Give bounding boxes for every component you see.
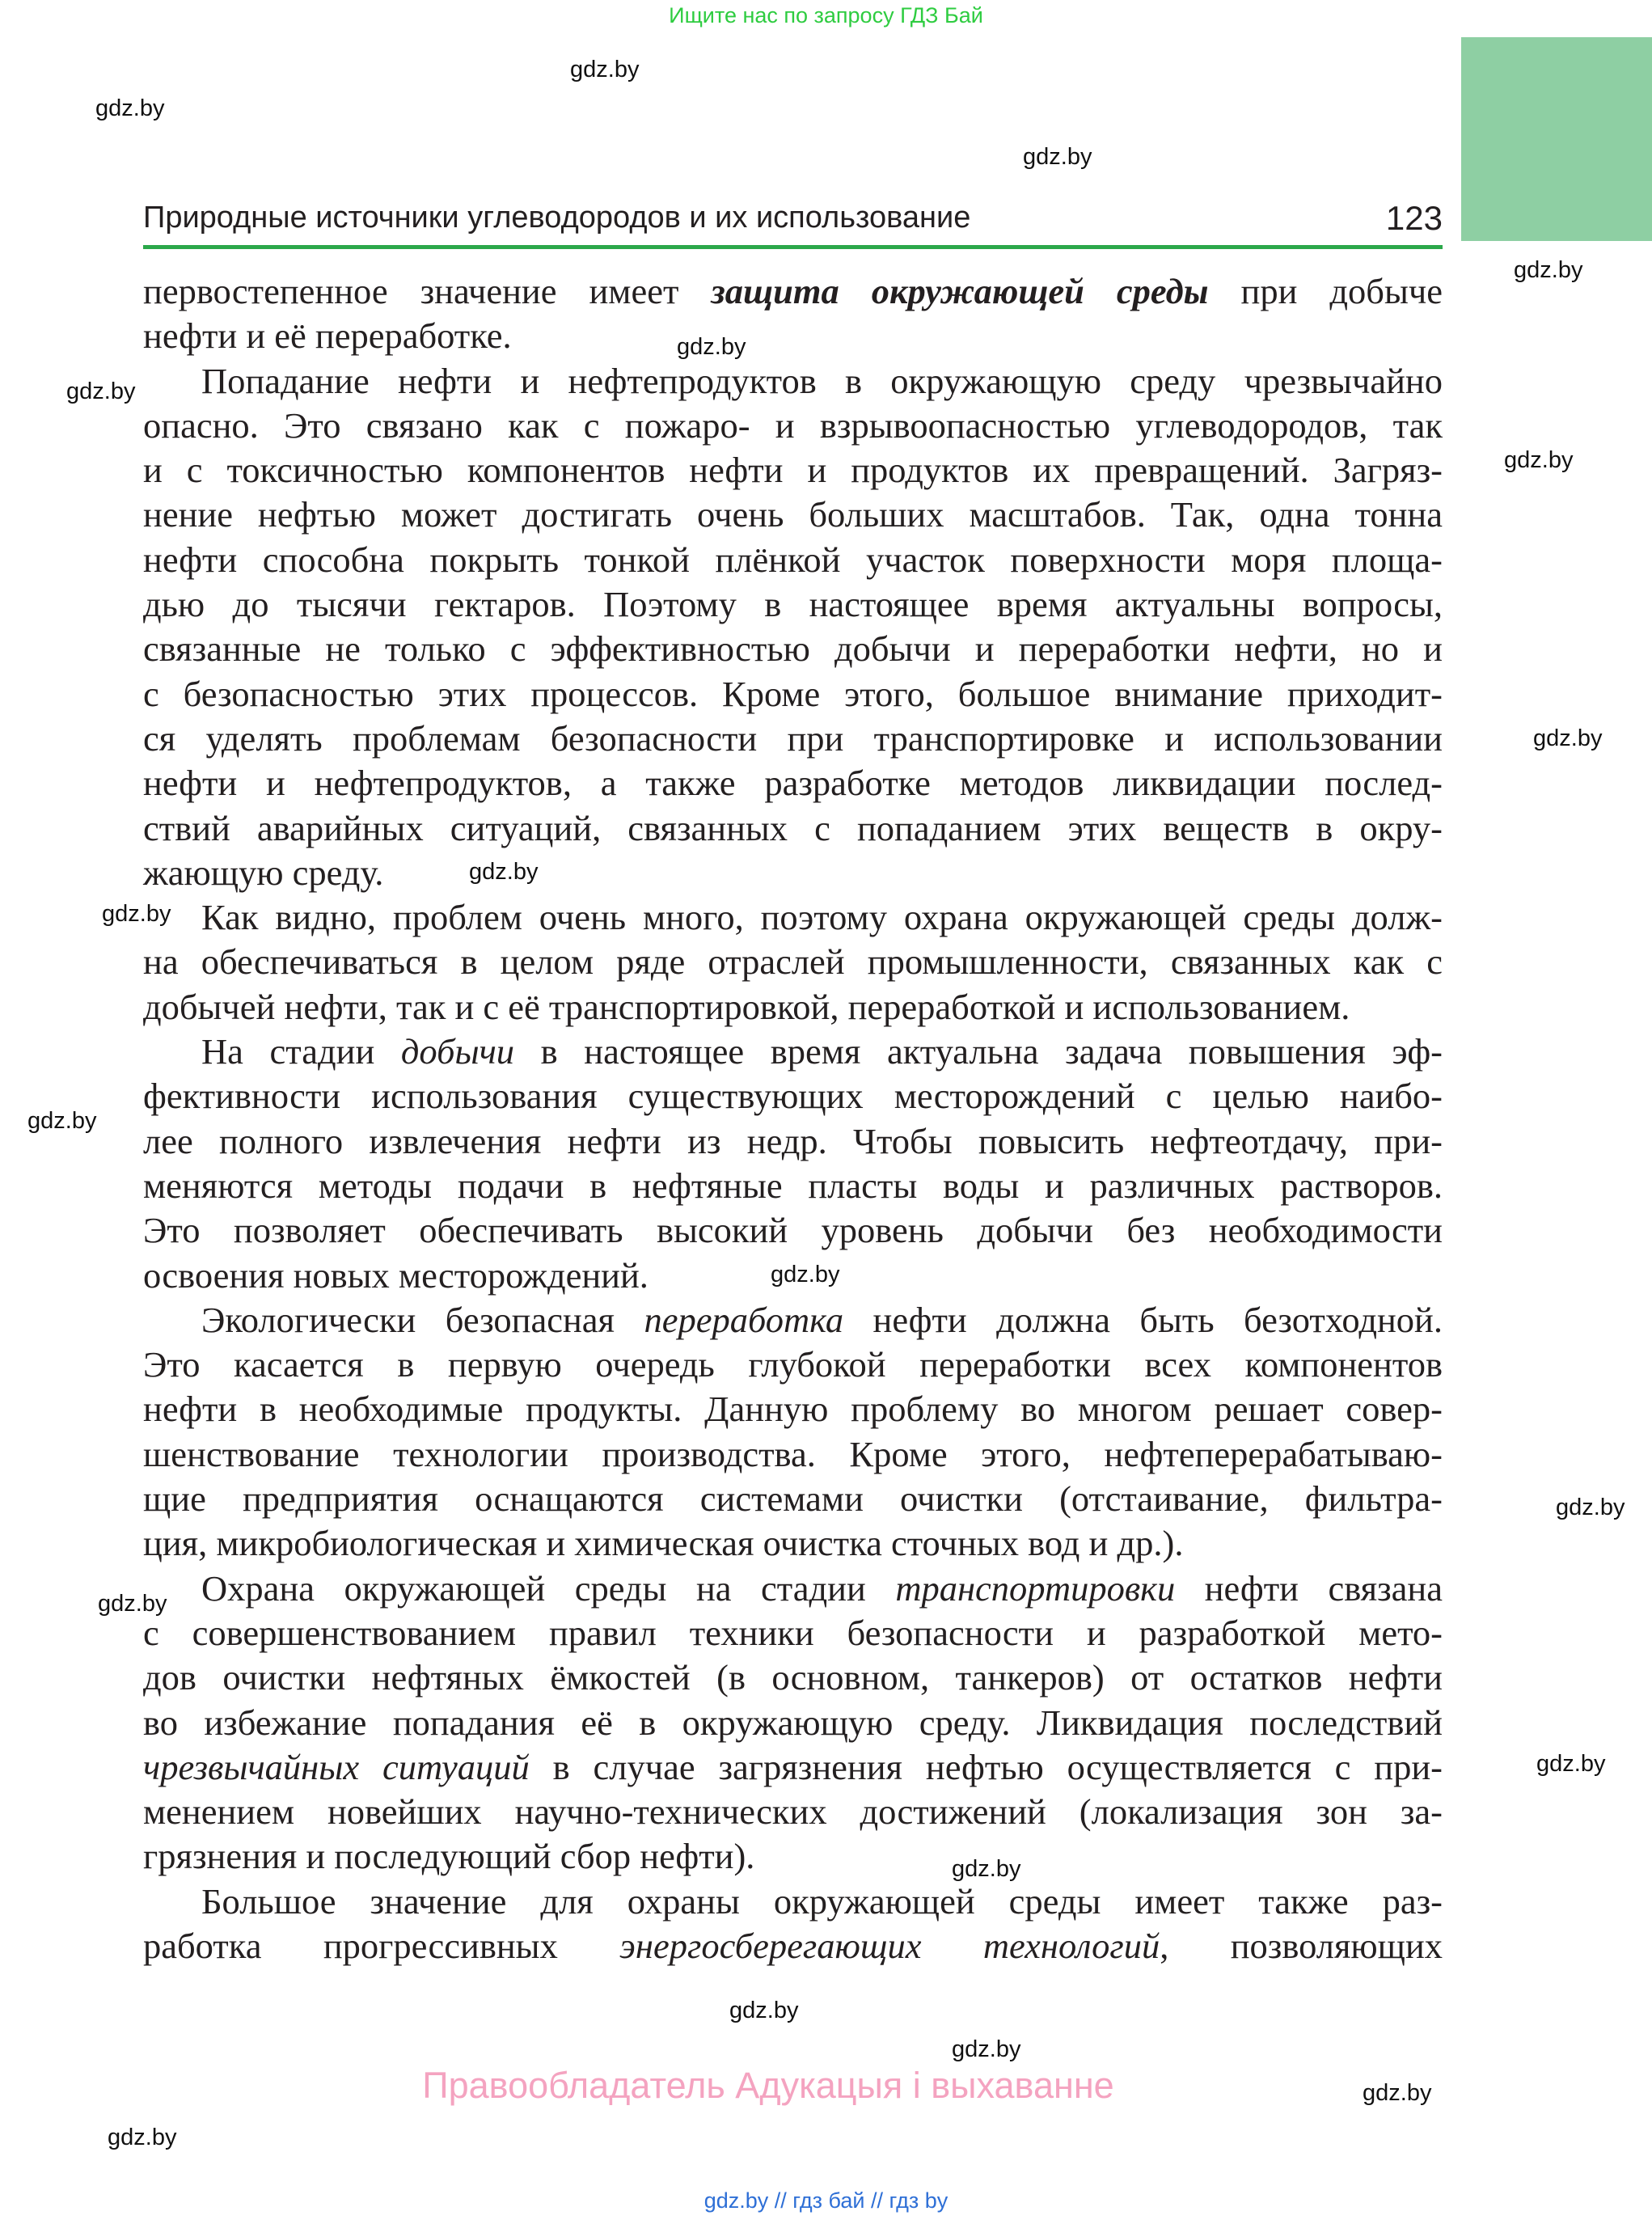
text-run: Это позволяет обеспечивать высокий уровень добычи без необходимости (143, 1210, 1443, 1251)
text-line (143, 1208, 1443, 1253)
text-run: Это касается в первую очередь глубокой переработки всех компонентов (143, 1344, 1443, 1385)
text-run: опасно. Это связано как с пожаро- и взрывоопасностью углеводородов, так (143, 404, 1443, 446)
text-line (143, 1342, 1443, 1387)
watermark-text: gdz.by (108, 2125, 177, 2150)
text-line (143, 806, 1443, 851)
text-line (143, 627, 1443, 671)
emphasis-run: транспортировки (895, 1567, 1176, 1609)
text-run: лее полного извлечения нефти из недр. Чтобы повысить нефтеотдачу, при- (143, 1120, 1443, 1161)
text-run: Большое значение для охраны окружающей среды имеет также раз- (201, 1880, 1443, 1922)
text-run: менением новейших научно-технических достижений (локализация зон за- (143, 1791, 1443, 1833)
watermark-text: gdz.by (1556, 1495, 1625, 1520)
text-run: нение нефтью может достигать очень больших масштабов. Так, одна тонна (143, 494, 1443, 535)
watermark-text: gdz.by (1023, 144, 1092, 170)
emphasis-run: энергосберегающих технологий (619, 1925, 1160, 1966)
watermark-text: gdz.by (102, 901, 171, 927)
text-run: меняются методы подачи в нефтяные пласты воды и различных растворов. (143, 1165, 1443, 1206)
page-number: 123 (1385, 199, 1443, 237)
watermark-text: gdz.by (1533, 725, 1603, 751)
text-line (143, 1164, 1443, 1208)
text-run: ся уделять проблемам безопасности при транспортировке и использовании (143, 717, 1443, 759)
top-banner: Ищите нас по запросу ГДЗ Бай (669, 3, 983, 27)
footer-links[interactable]: gdz.by // гдз бай // гдз by (703, 2188, 949, 2213)
text-line (143, 895, 1443, 940)
text-line (143, 717, 1443, 761)
text-run: жающую среду. (143, 852, 384, 893)
text-line (143, 1790, 1443, 1834)
text-line (143, 940, 1443, 984)
watermark-text: gdz.by (95, 95, 165, 121)
text-run: шенствование технологии производства. Кроме этого, нефтеперерабатываю- (143, 1433, 1443, 1474)
text-line (143, 269, 1443, 314)
text-line (143, 1655, 1443, 1700)
text-line (143, 582, 1443, 627)
text-line (143, 1477, 1443, 1521)
text-line (143, 1298, 1443, 1342)
text-run: на обеспечиваться в целом ряде отраслей промышленности, связанных как с (143, 941, 1443, 983)
watermark-text: gdz.by (771, 1262, 840, 1287)
text-run: щие предприятия оснащаются системами очистки (отстаивание, фильтра- (143, 1478, 1443, 1520)
text-line (143, 1834, 1443, 1879)
green-page-tab (1461, 37, 1652, 241)
text-run: нефти и её переработке. (143, 315, 512, 357)
copyright-notice: Правообладатель Адукацыя і выхаванне (422, 2065, 1114, 2106)
text-run: нефти связана (1175, 1567, 1443, 1609)
text-line (143, 761, 1443, 805)
text-line (143, 1924, 1443, 1968)
text-line (143, 1567, 1443, 1611)
text-run: с совершенствованием правил техники безопасности и разработкой мето- (143, 1612, 1443, 1653)
text-line (143, 1074, 1443, 1118)
text-run: нефти в необходимые продукты. Данную проблему во многом решает совер- (143, 1389, 1443, 1430)
text-run: освоения новых месторождений. (143, 1254, 649, 1296)
watermark-text: gdz.by (1514, 257, 1583, 283)
text-line (143, 448, 1443, 493)
text-line (143, 1387, 1443, 1431)
watermark-text: gdz.by (27, 1108, 97, 1134)
text-run: в настоящее время актуальна задача повышения эф- (514, 1031, 1443, 1072)
text-run: Охрана окружающей среды на стадии (201, 1567, 896, 1609)
text-run: нефти и нефтепродуктов, а также разработке методов ликвидации послед- (143, 763, 1443, 804)
watermark-text: gdz.by (469, 859, 539, 885)
emphasis-run: чрезвычайных ситуаций (143, 1746, 530, 1787)
text-run: Как видно, проблем очень много, поэтому охрана окружающей среды долж- (201, 897, 1443, 938)
text-line (143, 851, 1443, 895)
text-run: и с токсичностью компонентов нефти и продуктов их превращений. Загряз- (143, 450, 1443, 491)
text-run: при добыче (1208, 271, 1443, 311)
text-line (143, 493, 1443, 537)
text-run: фективности использования существующих месторождений с целью наибо- (143, 1076, 1443, 1117)
running-header-title: Природные источники углеводородов и их использование (143, 201, 971, 235)
text-run: во избежание попадания её в окружающую среду. Ликвидация последствий (143, 1702, 1443, 1743)
text-run: , позволяющих (1160, 1925, 1443, 1966)
watermark-text: gdz.by (1363, 2080, 1432, 2106)
watermark-text: gdz.by (1504, 447, 1574, 473)
watermark-text: gdz.by (952, 1856, 1021, 1882)
text-line (143, 1745, 1443, 1790)
watermark-text: gdz.by (729, 1998, 799, 2023)
emphasis-run: добычи (400, 1031, 515, 1072)
watermark-text: gdz.by (66, 378, 136, 404)
text-line (143, 1030, 1443, 1074)
text-line (143, 1119, 1443, 1164)
emphasis-run: защита окружающей среды (711, 271, 1209, 311)
text-run: первостепенное значение имеет (143, 271, 712, 311)
text-run: связанные не только с эффективностью добычи и переработки нефти, но и (143, 628, 1443, 670)
text-line (143, 359, 1443, 404)
body-text (143, 269, 1443, 1968)
header-rule (143, 245, 1443, 249)
watermark-text: gdz.by (677, 334, 746, 360)
text-run: На стадии (201, 1031, 401, 1072)
text-run: работка прогрессивных (143, 1925, 620, 1966)
text-line (143, 1521, 1443, 1566)
text-run: нефти должна быть безотходной. (843, 1299, 1443, 1340)
text-run: с безопасностью этих процессов. Кроме этого, большое внимание приходит- (143, 673, 1443, 714)
text-run: нефти способна покрыть тонкой плёнкой участок поверхности моря площа- (143, 539, 1443, 580)
text-line (143, 1611, 1443, 1655)
watermark-text: gdz.by (952, 2036, 1021, 2062)
text-line (143, 538, 1443, 582)
text-run: грязнения и последующий сбор нефти). (143, 1836, 755, 1877)
watermark-text: gdz.by (98, 1591, 167, 1617)
text-line (143, 404, 1443, 448)
watermark-text: gdz.by (570, 57, 640, 82)
text-run: Попадание нефти и нефтепродуктов в окружающую среду чрезвычайно (201, 360, 1443, 401)
text-run: ствий аварийных ситуаций, связанных с попаданием этих веществ в окру- (143, 807, 1443, 848)
text-run: дов очистки нефтяных ёмкостей (в основном, танкеров) от остатков нефти (143, 1657, 1443, 1698)
text-line (143, 672, 1443, 717)
text-line (143, 314, 1443, 358)
watermark-text: gdz.by (1536, 1751, 1606, 1777)
text-run: Экологически безопасная (201, 1299, 644, 1340)
text-line (143, 1879, 1443, 1924)
text-run: ция, микробиологическая и химическая очистка сточных вод и др.). (143, 1523, 1184, 1564)
text-line (143, 1432, 1443, 1477)
text-line (143, 1701, 1443, 1745)
text-run: дью до тысячи гектаров. Поэтому в настоящее время актуальны вопросы, (143, 584, 1443, 625)
text-run: в случае загрязнения нефтью осуществляется с при- (529, 1746, 1443, 1787)
emphasis-run: переработка (644, 1299, 844, 1340)
text-line (143, 985, 1443, 1030)
text-run: добычей нефти, так и с её транспортировкой, переработкой и использованием. (143, 986, 1350, 1027)
